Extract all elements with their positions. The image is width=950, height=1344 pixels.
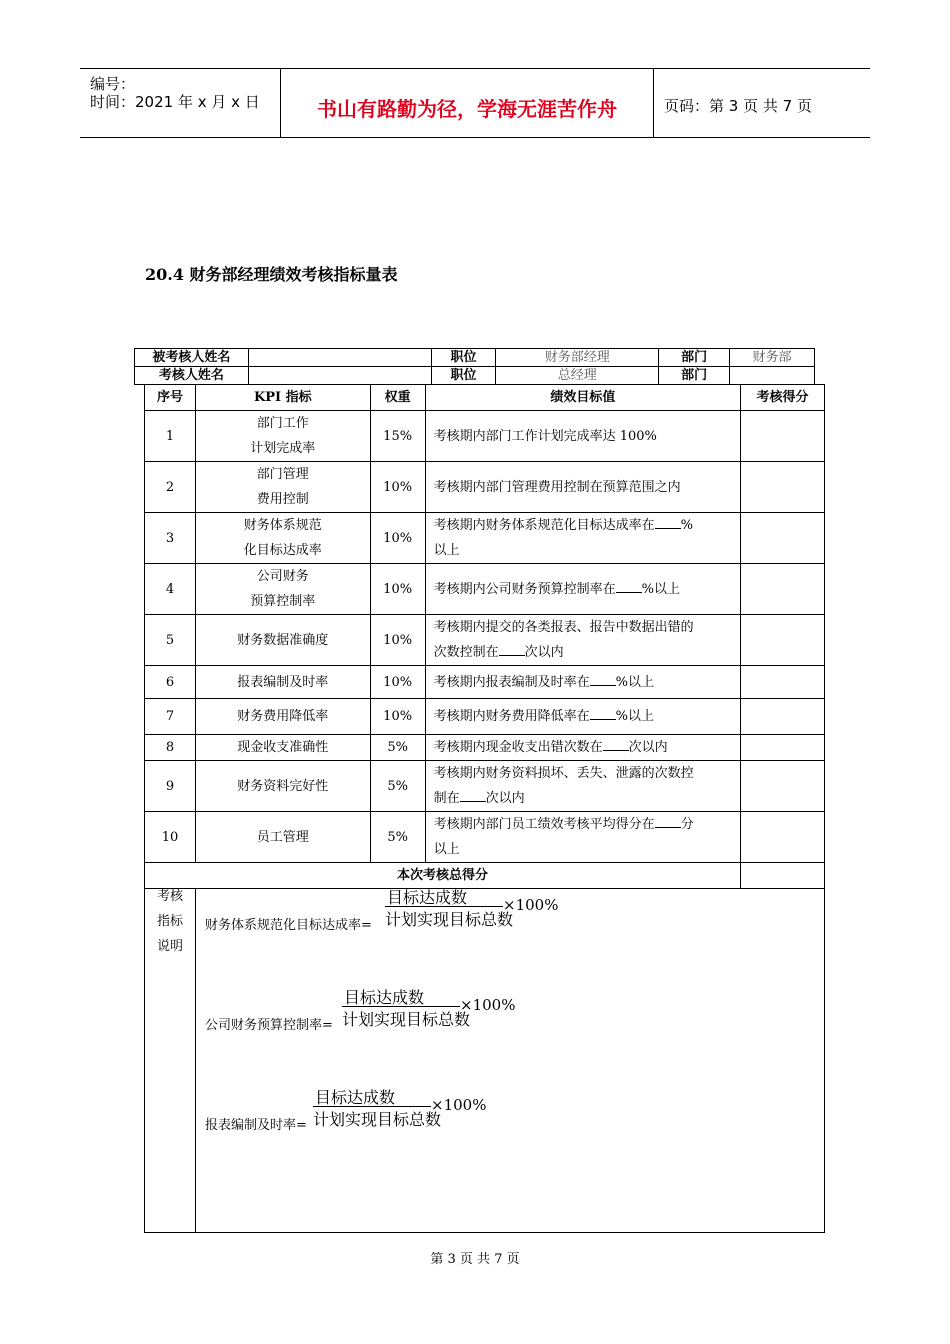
target-text: %以上 <box>615 709 654 724</box>
notes-row <box>145 889 825 1233</box>
evaluatee-dept-label: 部门 <box>659 349 730 367</box>
target-text: 次以内 <box>524 645 564 660</box>
blank-line[interactable] <box>616 580 642 593</box>
notes-label-line: 考核 <box>156 889 183 904</box>
section-title: 20.4 财务部经理绩效考核指标量表 <box>145 265 398 284</box>
header-score: 考核得分 <box>741 385 825 411</box>
multiplier: ×100% <box>431 1096 487 1114</box>
info-table <box>134 348 815 385</box>
total-label: 本次考核总得分 <box>145 863 741 889</box>
row-target <box>425 812 741 863</box>
blank-line[interactable] <box>603 738 629 751</box>
target-text: 考核期内部门员工绩效考核平均得分在 <box>433 817 655 832</box>
page-header <box>80 68 870 138</box>
row-no: 8 <box>145 735 196 761</box>
denominator: 计划实现目标总数 <box>342 1010 471 1029</box>
row-target <box>425 513 741 564</box>
row-target <box>425 666 741 699</box>
target-text: 考核期内部门工作计划完成率达 100% <box>433 428 657 444</box>
row-kpi: 现金收支准确性 <box>195 735 370 761</box>
table-row <box>145 812 825 863</box>
row-kpi <box>195 513 370 564</box>
header-page-cell <box>654 69 870 137</box>
table-row <box>145 513 825 564</box>
multiplier: ×100% <box>503 896 559 914</box>
numerator: 目标达成数 <box>387 888 468 907</box>
evaluator-label: 考核人姓名 <box>135 367 249 385</box>
header-motto-cell <box>281 69 654 137</box>
kpi-line: 部门工作 <box>256 416 309 431</box>
total-score-cell[interactable] <box>741 863 825 889</box>
row-no: 5 <box>145 615 196 666</box>
evaluator-position-value: 总经理 <box>496 367 659 385</box>
kpi-line: 财务体系规范 <box>243 518 322 533</box>
denominator: 计划实现目标总数 <box>385 910 514 929</box>
blank-line[interactable] <box>590 707 616 720</box>
code-label: 编号： <box>90 75 136 93</box>
target-text: % <box>680 518 693 533</box>
evaluator-name-field[interactable] <box>248 367 431 385</box>
row-no: 7 <box>145 699 196 735</box>
row-target <box>425 761 741 812</box>
notes-content-cell <box>195 889 824 1233</box>
row-kpi: 报表编制及时率 <box>195 666 370 699</box>
row-weight: 5% <box>370 761 425 812</box>
table-row <box>145 699 825 735</box>
table-row <box>145 666 825 699</box>
row-no: 6 <box>145 666 196 699</box>
row-no: 9 <box>145 761 196 812</box>
row-weight: 15% <box>370 411 425 462</box>
header-meta <box>80 69 281 137</box>
blank-line[interactable] <box>655 516 681 529</box>
row-target <box>425 735 741 761</box>
table-row <box>145 761 825 812</box>
target-text: 考核期内报表编制及时率在 <box>433 674 590 690</box>
target-text: 次数控制在 <box>433 645 499 660</box>
score-cell[interactable] <box>741 812 825 863</box>
evaluatee-label: 被考核人姓名 <box>135 349 249 367</box>
header-no: 序号 <box>145 385 196 411</box>
evaluator-dept-value <box>730 367 815 385</box>
target-text: 制在 <box>433 791 460 806</box>
row-target <box>425 462 741 513</box>
kpi-line: 部门管理 <box>256 467 309 482</box>
notes-label-line: 指标 <box>156 914 183 929</box>
score-cell[interactable] <box>741 761 825 812</box>
score-cell[interactable] <box>741 462 825 513</box>
table-row <box>145 735 825 761</box>
score-cell[interactable] <box>741 735 825 761</box>
row-target <box>425 564 741 615</box>
table-row <box>145 411 825 462</box>
row-target <box>425 411 741 462</box>
row-no: 3 <box>145 513 196 564</box>
target-text: 次以内 <box>485 791 525 806</box>
header-kpi: KPI 指标 <box>195 385 370 411</box>
header-weight: 权重 <box>370 385 425 411</box>
evaluator-dept-label: 部门 <box>659 367 730 385</box>
score-cell[interactable] <box>741 411 825 462</box>
info-row-evaluator <box>135 367 815 385</box>
target-text: 以上 <box>433 842 460 857</box>
notes-label-line: 说明 <box>156 939 183 954</box>
evaluatee-position-value: 财务部经理 <box>496 349 659 367</box>
row-kpi: 财务资料完好性 <box>195 761 370 812</box>
row-no: 2 <box>145 462 196 513</box>
formula-name: 报表编制及时率= <box>205 1118 307 1133</box>
evaluator-position-label: 职位 <box>431 367 496 385</box>
evaluatee-position-label: 职位 <box>431 349 496 367</box>
evaluatee-name-field[interactable] <box>248 349 431 367</box>
row-kpi: 员工管理 <box>195 812 370 863</box>
kpi-line: 计划完成率 <box>250 441 316 456</box>
kpi-line: 化目标达成率 <box>243 543 322 558</box>
page-label: 页码：第 3 页 共 7 页 <box>664 97 812 115</box>
row-no: 10 <box>145 812 196 863</box>
header-target: 绩效目标值 <box>425 385 741 411</box>
row-weight: 10% <box>370 666 425 699</box>
row-kpi <box>195 462 370 513</box>
row-kpi <box>195 564 370 615</box>
row-weight: 10% <box>370 462 425 513</box>
row-no: 4 <box>145 564 196 615</box>
numerator: 目标达成数 <box>315 1088 396 1107</box>
target-text: 考核期内现金收支出错次数在 <box>433 740 603 755</box>
target-text: 考核期内部门管理费用控制在预算范围之内 <box>433 479 681 495</box>
score-cell[interactable] <box>741 564 825 615</box>
blank-line[interactable] <box>460 789 486 802</box>
row-weight: 10% <box>370 699 425 735</box>
target-text: 分 <box>680 817 694 832</box>
target-text: 考核期内提交的各类报表、报告中数据出错的 <box>433 620 694 635</box>
row-weight: 10% <box>370 513 425 564</box>
numerator: 目标达成数 <box>344 988 425 1007</box>
row-kpi: 财务数据准确度 <box>195 615 370 666</box>
kpi-line: 预算控制率 <box>250 594 316 609</box>
time-label: 时间：2021 年 x 月 x 日 <box>90 93 260 111</box>
page-footer: 第 3 页 共 7 页 <box>430 1252 520 1267</box>
kpi-header-row <box>145 385 825 411</box>
target-text: 考核期内财务体系规范化目标达成率在 <box>433 518 655 533</box>
blank-line[interactable] <box>590 673 616 686</box>
target-text: 考核期内财务资料损坏、丢失、泄露的次数控 <box>433 766 694 781</box>
score-cell[interactable] <box>741 699 825 735</box>
target-text: 以上 <box>433 543 460 558</box>
target-text: 次以内 <box>628 740 668 755</box>
row-weight: 10% <box>370 615 425 666</box>
formula-name: 公司财务预算控制率= <box>205 1018 333 1033</box>
target-text: %以上 <box>641 581 680 597</box>
target-text: 考核期内财务费用降低率在 <box>433 709 590 724</box>
table-row <box>145 462 825 513</box>
denominator: 计划实现目标总数 <box>313 1110 442 1129</box>
total-row <box>145 863 825 889</box>
target-text: 考核期内公司财务预算控制率在 <box>433 581 616 597</box>
row-weight: 5% <box>370 812 425 863</box>
row-target <box>425 615 741 666</box>
row-target <box>425 699 741 735</box>
row-no: 1 <box>145 411 196 462</box>
row-weight: 10% <box>370 564 425 615</box>
score-cell[interactable] <box>741 615 825 666</box>
score-cell[interactable] <box>741 666 825 699</box>
kpi-line: 公司财务 <box>256 569 309 584</box>
table-row <box>145 615 825 666</box>
formula-name: 财务体系规范化目标达成率= <box>205 918 372 933</box>
row-weight: 5% <box>370 735 425 761</box>
evaluatee-dept-value: 财务部 <box>730 349 815 367</box>
row-kpi: 财务费用降低率 <box>195 699 370 735</box>
score-cell[interactable] <box>741 513 825 564</box>
blank-line[interactable] <box>655 815 681 828</box>
kpi-line: 费用控制 <box>256 492 309 507</box>
blank-line[interactable] <box>499 643 525 656</box>
motto: 书山有路勤为径，学海无涯苦作舟 <box>317 97 617 121</box>
notes-label <box>145 884 195 959</box>
multiplier: ×100% <box>460 996 516 1014</box>
target-text: %以上 <box>615 674 654 690</box>
table-row <box>145 564 825 615</box>
info-row-evaluatee <box>135 349 815 367</box>
row-kpi <box>195 411 370 462</box>
